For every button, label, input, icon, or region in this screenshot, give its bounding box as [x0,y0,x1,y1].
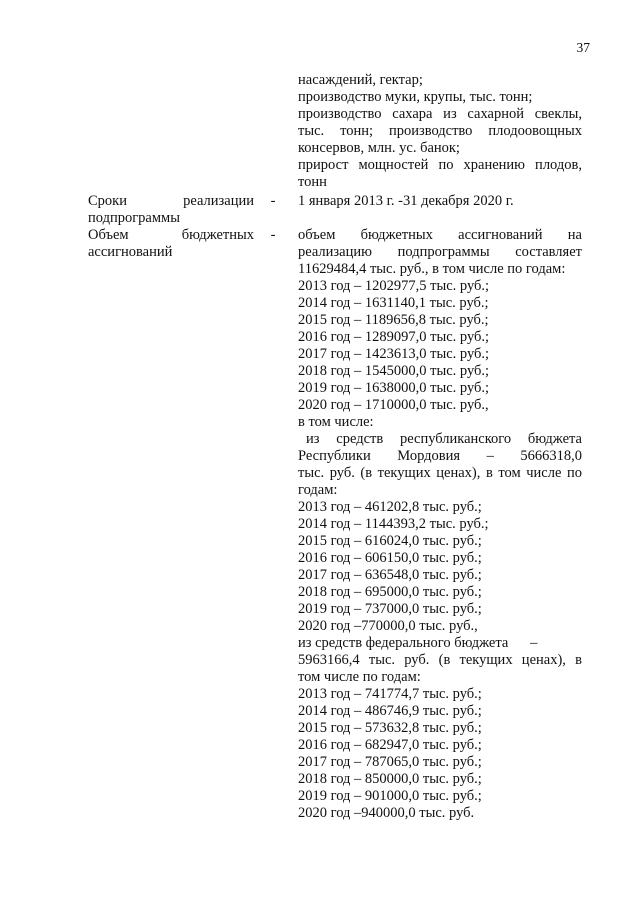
federal-intro-line: 5963166,4 тыс. руб. (в текущих ценах), в [298,652,582,668]
republic-year-line: 2013 год – 461202,8 тыс. руб.; [298,499,482,515]
terms-value: 1 января 2013 г. -31 декабря 2020 г. [298,193,514,209]
republic-year-line: 2015 год – 616024,0 тыс. руб.; [298,533,482,549]
republic-intro-line: Республики Мордовия – 5666318,0 [298,448,582,464]
page-number: 37 [576,40,590,55]
total-year-line: 2019 год – 1638000,0 тыс. руб.; [298,380,490,396]
budget-intro-line: объем бюджетных ассигнований на [298,227,582,243]
budget-label-cont: ассигнований [88,244,173,260]
republic-intro-line: тыс. руб. (в текущих ценах), в том числе по [298,465,582,481]
total-year-line: 2018 год – 1545000,0 тыс. руб.; [298,363,490,379]
continuation-line: производство сахара из сахарной свеклы, [298,106,582,122]
continuation-line: тыс. тонн; производство плодоовощных [298,123,582,139]
federal-year-line: 2013 год – 741774,7 тыс. руб.; [298,686,482,702]
republic-year-line: 2017 год – 636548,0 тыс. руб.; [298,567,482,583]
federal-year-line: 2019 год – 901000,0 тыс. руб.; [298,788,482,804]
federal-year-line: 2016 год – 682947,0 тыс. руб.; [298,737,482,753]
republic-year-line: 2014 год – 1144393,2 тыс. руб.; [298,516,489,532]
continuation-line: консервов, млн. ус. банок; [298,140,460,156]
total-year-line: 2017 год – 1423613,0 тыс. руб.; [298,346,490,362]
including-label: в том числе: [298,414,374,430]
budget-label: Объем бюджетных [88,227,254,243]
terms-label-cont: подпрограммы [88,210,180,226]
total-year-line: 2015 год – 1189656,8 тыс. руб.; [298,312,489,328]
continuation-line: прирост мощностей по хранению плодов, [298,157,582,173]
total-year-line: 2016 год – 1289097,0 тыс. руб.; [298,329,490,345]
federal-intro-line: из средств федерального бюджета – [298,635,538,651]
federal-year-line: 2018 год – 850000,0 тыс. руб.; [298,771,482,787]
federal-year-line: 2015 год – 573632,8 тыс. руб.; [298,720,482,736]
terms-label: Сроки реализации [88,193,254,209]
republic-intro-line: из средств республиканского бюджета [306,431,582,447]
budget-intro-line: 11629484,4 тыс. руб., в том числе по годам: [298,261,566,277]
republic-year-line: 2018 год – 695000,0 тыс. руб.; [298,584,482,600]
federal-year-line: 2020 год –940000,0 тыс. руб. [298,805,475,821]
continuation-line: насаждений, гектар; [298,72,423,88]
republic-year-line: 2019 год – 737000,0 тыс. руб.; [298,601,482,617]
terms-dash: - [270,193,276,209]
budget-intro-line: реализацию подпрограммы составляет [298,244,582,260]
budget-dash: - [270,227,276,243]
continuation-line: тонн [298,174,327,190]
federal-year-line: 2017 год – 787065,0 тыс. руб.; [298,754,482,770]
total-year-line: 2014 год – 1631140,1 тыс. руб.; [298,295,489,311]
total-year-line: 2013 год – 1202977,5 тыс. руб.; [298,278,490,294]
federal-intro-line: том числе по годам: [298,669,421,685]
federal-year-line: 2014 год – 486746,9 тыс. руб.; [298,703,482,719]
republic-year-line: 2020 год –770000,0 тыс. руб., [298,618,478,634]
total-year-line: 2020 год – 1710000,0 тыс. руб., [298,397,489,413]
republic-intro-line: годам: [298,482,338,498]
republic-year-line: 2016 год – 606150,0 тыс. руб.; [298,550,482,566]
continuation-line: производство муки, крупы, тыс. тонн; [298,89,533,105]
